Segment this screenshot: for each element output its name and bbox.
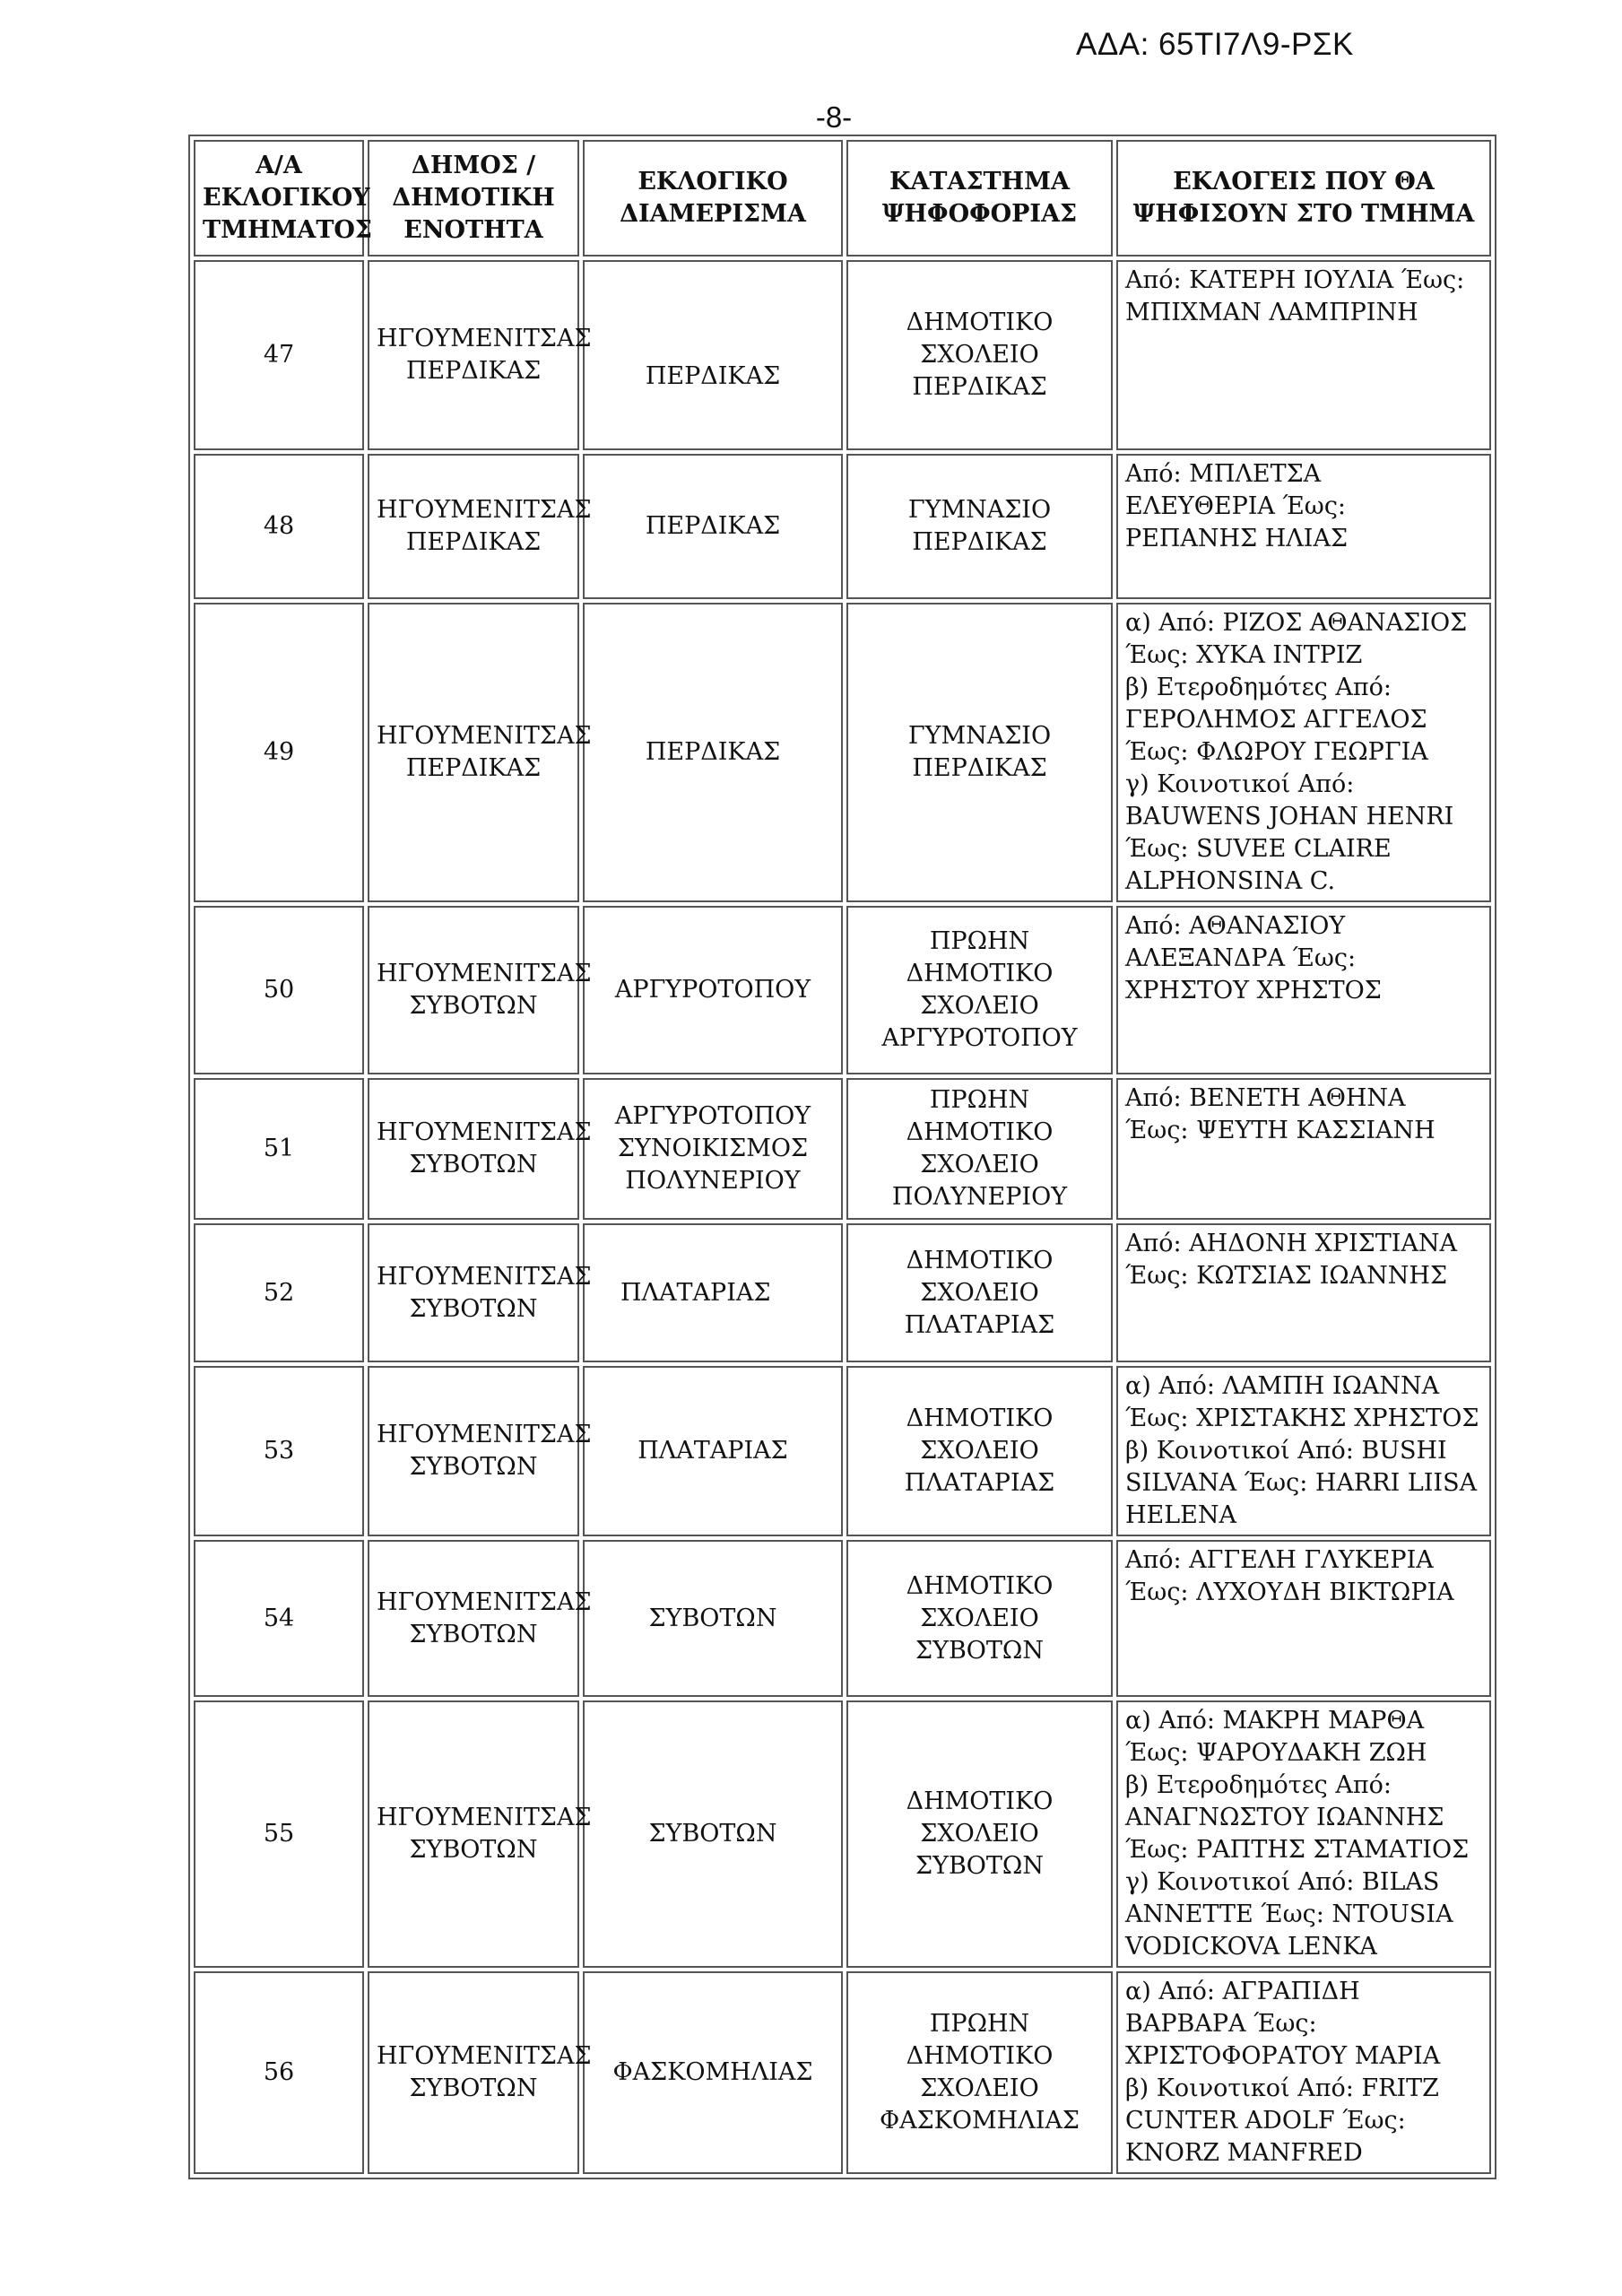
cell-eklogeis: Από: ΑΘΑΝΑΣΙΟΥ ΑΛΕΞΑΝΔΡΑ Έως: ΧΡΗΣΤΟΥ ΧΡΗΣΤΟΣ (1116, 906, 1491, 1074)
cell-diamerisma: ΠΕΡΔΙΚΑΣ (583, 603, 843, 902)
cell-katastima: ΔΗΜΟΤΙΚΟ ΣΧΟΛΕΙΟ ΠΛΑΤΑΡΙΑΣ (846, 1223, 1113, 1362)
cell-eklogeis: Από: ΑΓΓΕΛΗ ΓΛΥΚΕΡΙΑ Έως: ΛΥΧΟΥΔΗ ΒΙΚΤΩΡΙΑ (1116, 1540, 1491, 1697)
table-row (194, 906, 1491, 1074)
column-header-dimos: ΔΗΜΟΣ / ΔΗΜΟΤΙΚΗ ΕΝΟΤΗΤΑ (368, 140, 579, 257)
cell-katastima: ΠΡΩΗΝ ΔΗΜΟΤΙΚΟ ΣΧΟΛΕΙΟ ΑΡΓΥΡΟΤΟΠΟΥ (846, 906, 1113, 1074)
table-row (194, 1223, 1491, 1362)
cell-number: 54 (194, 1540, 364, 1697)
cell-number: 51 (194, 1078, 364, 1220)
cell-dimos: ΗΓΟΥΜΕΝΙΤΣΑΣ ΣΥΒΟΤΩΝ (368, 1078, 579, 1220)
cell-diamerisma: ΠΕΡΔΙΚΑΣ (583, 260, 843, 450)
ada-code: ΑΔΑ: 65ΤΙ7Λ9-ΡΣΚ (1076, 27, 1354, 62)
cell-eklogeis: α) Από: ΛΑΜΠΗ ΙΩΑΝΝΑ Έως: ΧΡΙΣΤΑΚΗΣ ΧΡΗΣΤΟΣ β) Κοινοτικοί Από: BUSHI SILVANA Έως: HARRI LIISA HELENA (1116, 1366, 1491, 1536)
table-row (194, 454, 1491, 599)
cell-number: 49 (194, 603, 364, 902)
cell-katastima: ΓΥΜΝΑΣΙΟ ΠΕΡΔΙΚΑΣ (846, 454, 1113, 599)
cell-diamerisma: ΑΡΓΥΡΟΤΟΠΟΥ ΣΥΝΟΙΚΙΣΜΟΣ ΠΟΛΥΝΕΡΙΟΥ (583, 1078, 843, 1220)
table-row (194, 603, 1491, 902)
cell-katastima: ΓΥΜΝΑΣΙΟ ΠΕΡΔΙΚΑΣ (846, 603, 1113, 902)
cell-dimos: ΗΓΟΥΜΕΝΙΤΣΑΣ ΣΥΒΟΤΩΝ (368, 1971, 579, 2174)
column-header-aa: Α/Α ΕΚΛΟΓΙΚΟΥ ΤΜΗΜΑΤΟΣ (194, 140, 364, 257)
table-row (194, 260, 1491, 450)
column-header-eklogeis: ΕΚΛΟΓΕΙΣ ΠΟΥ ΘΑ ΨΗΦΙΣΟΥΝ ΣΤΟ ΤΜΗΜΑ (1116, 140, 1491, 257)
cell-eklogeis: α) Από: ΑΓΡΑΠΙΔΗ ΒΑΡΒΑΡΑ Έως: ΧΡΙΣΤΟΦΟΡΑΤΟΥ ΜΑΡΙΑ β) Κοινοτικοί Από: FRITZ CUNTER ADOLF Έως: KNORZ MANFRED (1116, 1971, 1491, 2174)
cell-katastima: ΔΗΜΟΤΙΚΟ ΣΧΟΛΕΙΟ ΠΛΑΤΑΡΙΑΣ (846, 1366, 1113, 1536)
cell-number: 53 (194, 1366, 364, 1536)
polling-stations-table (188, 135, 1496, 2179)
cell-katastima: ΔΗΜΟΤΙΚΟ ΣΧΟΛΕΙΟ ΣΥΒΟΤΩΝ (846, 1540, 1113, 1697)
page-number: -8- (815, 100, 853, 134)
cell-number: 56 (194, 1971, 364, 2174)
cell-diamerisma: ΣΥΒΟΤΩΝ (583, 1540, 843, 1697)
column-header-diamerisma: ΕΚΛΟΓΙΚΟ ΔΙΑΜΕΡΙΣΜΑ (583, 140, 843, 257)
cell-eklogeis: Από: ΒΕΝΕΤΗ ΑΘΗΝΑ Έως: ΨΕΥΤΗ ΚΑΣΣΙΑΝΗ (1116, 1078, 1491, 1220)
cell-diamerisma: ΠΕΡΔΙΚΑΣ (583, 454, 843, 599)
cell-dimos: ΗΓΟΥΜΕΝΙΤΣΑΣ ΣΥΒΟΤΩΝ (368, 1540, 579, 1697)
cell-diamerisma: ΠΛΑΤΑΡΙΑΣ (583, 1366, 843, 1536)
cell-dimos: ΗΓΟΥΜΕΝΙΤΣΑΣ ΣΥΒΟΤΩΝ (368, 1223, 579, 1362)
table-row (194, 1540, 1491, 1697)
cell-number: 55 (194, 1700, 364, 1968)
cell-dimos: ΗΓΟΥΜΕΝΙΤΣΑΣ ΣΥΒΟΤΩΝ (368, 906, 579, 1074)
cell-dimos: ΗΓΟΥΜΕΝΙΤΣΑΣ ΣΥΒΟΤΩΝ (368, 1366, 579, 1536)
cell-eklogeis: α) Από: ΡΙΖΟΣ ΑΘΑΝΑΣΙΟΣ Έως: ΧΥΚΑ ΙΝΤΡΙΖ β) Ετεροδημότες Από: ΓΕΡΟΛΗΜΟΣ ΑΓΓΕΛΟΣ Έως: ΦΛΩΡΟΥ ΓΕΩΡΓΙΑ γ) Κοινοτικοί Από: BAUWENS JOHAN HENRI Έως: SUVEE CLAIRE ALPHONSINA C. (1116, 603, 1491, 902)
column-header-katastima: ΚΑΤΑΣΤΗΜΑ ΨΗΦΟΦΟΡΙΑΣ (846, 140, 1113, 257)
cell-dimos: ΗΓΟΥΜΕΝΙΤΣΑΣ ΠΕΡΔΙΚΑΣ (368, 603, 579, 902)
cell-katastima: ΔΗΜΟΤΙΚΟ ΣΧΟΛΕΙΟ ΣΥΒΟΤΩΝ (846, 1700, 1113, 1968)
table-header-row (194, 140, 1491, 257)
cell-diamerisma: ΑΡΓΥΡΟΤΟΠΟΥ (583, 906, 843, 1074)
table-row (194, 1971, 1491, 2174)
cell-katastima: ΠΡΩΗΝ ΔΗΜΟΤΙΚΟ ΣΧΟΛΕΙΟ ΦΑΣΚΟΜΗΛΙΑΣ (846, 1971, 1113, 2174)
cell-katastima: ΠΡΩΗΝ ΔΗΜΟΤΙΚΟ ΣΧΟΛΕΙΟ ΠΟΛΥΝΕΡΙΟΥ (846, 1078, 1113, 1220)
cell-eklogeis: Από: ΑΗΔΟΝΗ ΧΡΙΣΤΙΑΝΑ Έως: ΚΩΤΣΙΑΣ ΙΩΑΝΝΗΣ (1116, 1223, 1491, 1362)
cell-number: 48 (194, 454, 364, 599)
cell-number: 52 (194, 1223, 364, 1362)
cell-diamerisma: ΠΛΑΤΑΡΙΑΣ (583, 1223, 843, 1362)
cell-dimos: ΗΓΟΥΜΕΝΙΤΣΑΣ ΠΕΡΔΙΚΑΣ (368, 260, 579, 450)
cell-katastima: ΔΗΜΟΤΙΚΟ ΣΧΟΛΕΙΟ ΠΕΡΔΙΚΑΣ (846, 260, 1113, 450)
cell-eklogeis: Από: ΚΑΤΕΡΗ ΙΟΥΛΙΑ Έως: ΜΠΙΧΜΑΝ ΛΑΜΠΡΙΝΗ (1116, 260, 1491, 450)
cell-eklogeis: Από: ΜΠΛΕΤΣΑ ΕΛΕΥΘΕΡΙΑ Έως: ΡΕΠΑΝΗΣ ΗΛΙΑΣ (1116, 454, 1491, 599)
cell-dimos: ΗΓΟΥΜΕΝΙΤΣΑΣ ΠΕΡΔΙΚΑΣ (368, 454, 579, 599)
cell-number: 47 (194, 260, 364, 450)
cell-diamerisma: ΦΑΣΚΟΜΗΛΙΑΣ (583, 1971, 843, 2174)
cell-eklogeis: α) Από: ΜΑΚΡΗ ΜΑΡΘΑ Έως: ΨΑΡΟΥΔΑΚΗ ΖΩΗ β) Ετεροδημότες Από: ΑΝΑΓΝΩΣΤΟΥ ΙΩΑΝΝΗΣ Έως: ΡΑΠΤΗΣ ΣΤΑΜΑΤΙΟΣ γ) Κοινοτικοί Από: BILAS ANNETTE Έως: NTOUSIA VODICKOVA LENKA (1116, 1700, 1491, 1968)
table-row (194, 1366, 1491, 1536)
cell-number: 50 (194, 906, 364, 1074)
cell-dimos: ΗΓΟΥΜΕΝΙΤΣΑΣ ΣΥΒΟΤΩΝ (368, 1700, 579, 1968)
cell-diamerisma: ΣΥΒΟΤΩΝ (583, 1700, 843, 1968)
table-row (194, 1700, 1491, 1968)
table-row (194, 1078, 1491, 1220)
